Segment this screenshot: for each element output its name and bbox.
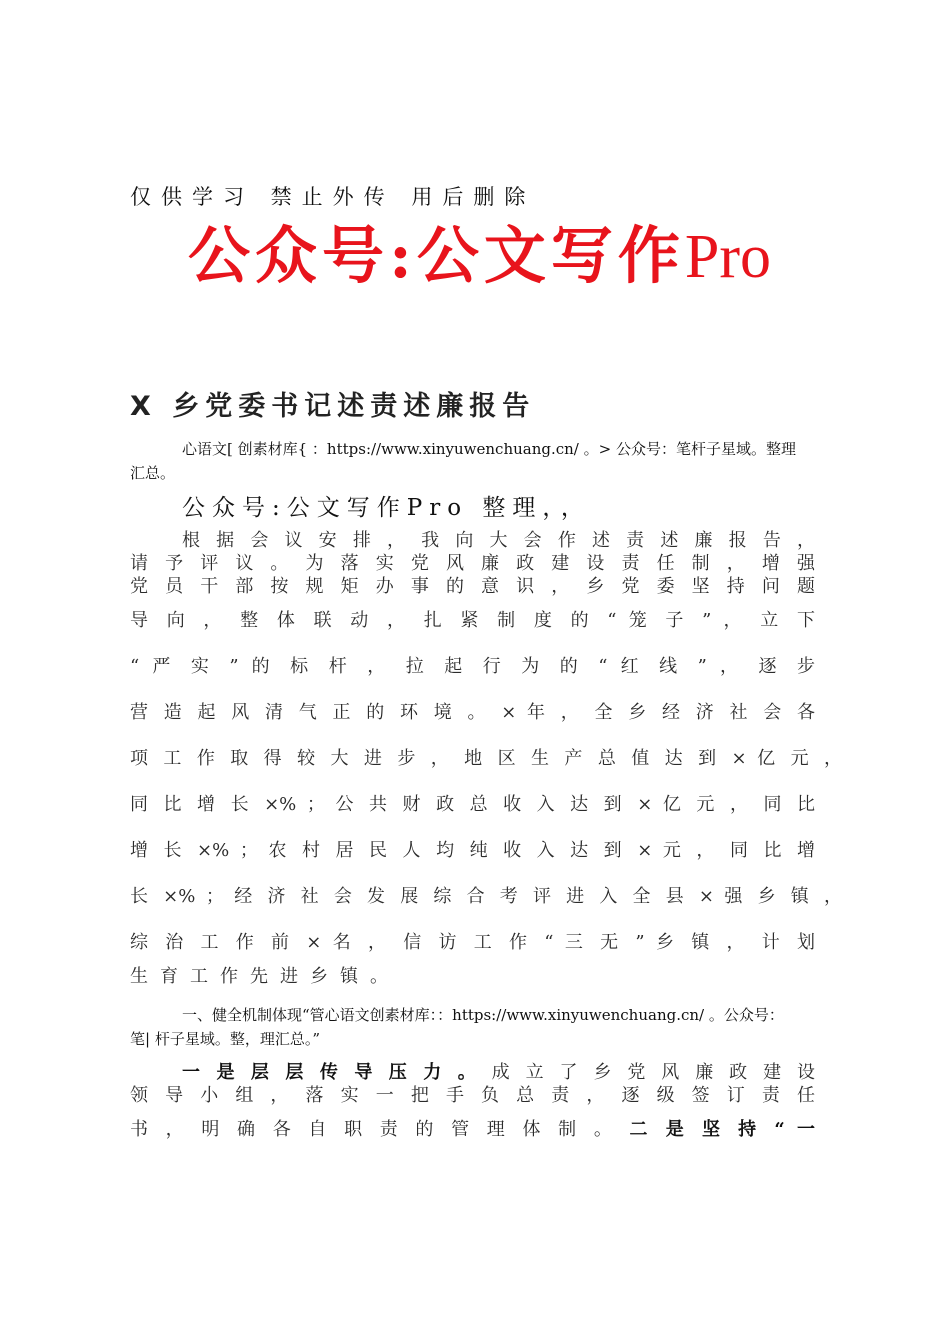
body-line: 生育工作先进乡镇。 bbox=[130, 966, 400, 987]
brand-suffix: Pro bbox=[684, 223, 772, 291]
paragraph-line: 领 导 小 组 ， 落 实 一 把 手 负 总 责 ， 逐 级 签 订 责 任 bbox=[130, 1085, 815, 1106]
body-line: 长 ×% ； 经 济 社 会 发 展 综 合 考 评 进 入 全 县 × 强 乡 镇 ， bbox=[130, 886, 842, 907]
source-note-line-2: 汇总。 bbox=[130, 464, 176, 482]
body-line: 根 据 会 议 安 排 ， 我 向 大 会 作 述 责 述 廉 报 告 ， bbox=[182, 530, 815, 551]
body-line: “ 严 实 ” 的 标 杆 ， 拉 起 行 为 的 “ 红 线 ” ， 逐 步 bbox=[130, 656, 815, 677]
brand-watermark bbox=[188, 219, 772, 292]
body-line: 同 比 增 长 ×% ； 公 共 财 政 总 收 入 达 到 × 亿 元 ， 同 比 bbox=[130, 794, 815, 815]
body-line: 请 予 评 议 。 为 落 实 党 风 廉 政 建 设 责 任 制 ， 增 强 bbox=[130, 553, 815, 574]
document-title: X 乡党委书记述责述廉报告 bbox=[130, 391, 536, 422]
body-line: 导 向 ， 整 体 联 动 ， 扎 紧 制 度 的 “ 笼 子 ” ， 立 下 bbox=[130, 610, 815, 631]
section-heading-line-1: 一、健全机制体现“管心语文创素材库：：https://www.xinyuwenchuang.cn/ 。公众号： bbox=[182, 1006, 784, 1024]
paragraph-line bbox=[130, 1118, 815, 1142]
paragraph-line bbox=[182, 1061, 815, 1085]
source-note-line-1: 心语文[ 创素材库{ ：https://www.xinyuwenchuang.cn/ 。> 公众号：笔杆子星域。整理 bbox=[182, 440, 796, 458]
brand-main: 公众号:公文写作 bbox=[188, 219, 685, 292]
point-one-lead: 一 是 层 层 传 导 压 力 。 bbox=[182, 1062, 481, 1083]
point-two-lead: 二 是 坚 持 “ 一 bbox=[629, 1119, 815, 1140]
subheading: 公众号:公文写作Pro 整理，， bbox=[182, 495, 591, 521]
usage-notice: 仅供学习 禁止外传 用后删除 bbox=[130, 185, 536, 209]
body-line: 综 治 工 作 前 × 名 ， 信 访 工 作 “ 三 无 ” 乡 镇 ， 计 划 bbox=[130, 932, 815, 953]
point-one-tail: 书 ， 明 确 各 自 职 责 的 管 理 体 制 。 bbox=[130, 1119, 630, 1140]
body-line: 营 造 起 风 清 气 正 的 环 境 。 × 年 ， 全 乡 经 济 社 会 各 bbox=[130, 702, 815, 723]
body-line: 党 员 干 部 按 规 矩 办 事 的 意 识 ， 乡 党 委 坚 持 问 题 bbox=[130, 576, 815, 597]
body-line: 项 工 作 取 得 较 大 进 步 ， 地 区 生 产 总 值 达 到 × 亿 元 ， bbox=[130, 748, 842, 769]
body-line: 增 长 ×% ； 农 村 居 民 人 均 纯 收 入 达 到 × 元 ， 同 比 增 bbox=[130, 840, 815, 861]
section-heading-line-2: 笔| 杆子星域。整，理汇总。” bbox=[130, 1030, 320, 1048]
point-one-text: 成 立 了 乡 党 风 廉 政 建 设 bbox=[480, 1062, 815, 1083]
